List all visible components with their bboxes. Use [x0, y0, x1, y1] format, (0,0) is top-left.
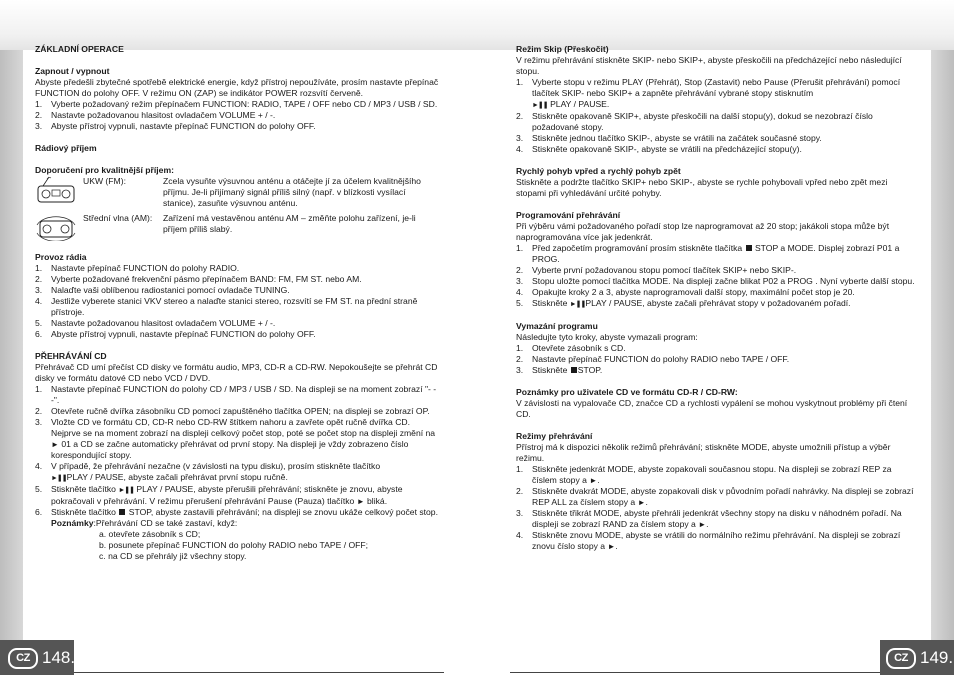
list-item: 6. Abyste přístroj vypnuli, nastavte přepínač FUNCTION do polohy OFF. [35, 329, 316, 339]
list-item: 3. Vložte CD ve formátu CD, CD-R nebo CD-RW štítkem nahoru a zavřete opět ručně dvířka CD. Nejprve se na moment zobrazí na displeji celkový počet stop, poté se počet stop na displeji změní na ► 01 a CD se začne automaticky přehrávat od první stopy. Na displeji je vždy zobrazeno číslo korespondující stopy. [35, 417, 436, 460]
play-icon: ► [698, 520, 707, 529]
paragraph: Následujte tyto kroky, abyste vymazali program: [516, 332, 698, 342]
section-skip [516, 44, 916, 155]
play-pause-icon: ►❚❚ [51, 475, 67, 482]
right-page-number [886, 646, 953, 670]
section-cd-playback [35, 351, 440, 562]
section-title: ZÁKLADNÍ OPERACE [35, 44, 124, 54]
section-power [35, 66, 440, 132]
list-item: 2. Stiskněte opakovaně SKIP+, abyste přeskočili na další stopu(y), dokud se nezobrazí číslo požadované stopy. [516, 111, 873, 132]
paragraph: Abyste předešli zbytečné spotřebě elektrické energie, když přístroj nepoužíváte, prosím nastavte přepínač FUNCTION do polohy OFF. V režimu ON (ZAP) se indikátor POWER rozsvítí červeně. [35, 77, 439, 98]
list-item: 3. Stiskněte třikrát MODE, abyste přehráli jedenkrát všechny stopy na disku v náhodném pořadí. Na displeji se zobrazí RAND za číslem stopy a ►. [516, 508, 902, 529]
radio-antenna-extended-icon [35, 176, 77, 204]
section-programming [516, 210, 916, 310]
paragraph: Přístroj má k dispozici několik režimů přehrávání; stiskněte MODE, abyste umožnili přístup a výběr režimu. [516, 442, 891, 463]
section-recommendation [35, 165, 440, 241]
section-title: Doporučení pro kvalitnější příjem: [35, 165, 174, 175]
list-item: 2. Nastavte přepínač FUNCTION do polohy RADIO nebo TAPE / OFF. [516, 354, 790, 364]
play-icon: ► [356, 497, 365, 506]
left-page-number [8, 646, 75, 670]
page-number: 149. [920, 648, 954, 667]
list-item: 4. Opakujte kroky 2 a 3, abyste naprogramovali další stopy, maximální počet stop je 20. [516, 287, 855, 297]
section-fast-search [516, 166, 916, 199]
list-item: 2. Nastavte požadovanou hlasitost ovladačem VOLUME + / -. [35, 110, 276, 120]
list-item: b. posunete přepínač FUNCTION do polohy RADIO nebo TAPE / OFF; [99, 540, 369, 550]
list-item: 5. Stiskněte tlačítko ►❚❚ PLAY / PAUSE, abyste přerušili přehrávání; stiskněte je znovu, abyste pokračovali v přehrávání. V režimu přerušení přehrávání Pause (Pauza) tlačítko ► bliká. [35, 484, 403, 506]
section-title: Rádiový příjem [35, 143, 97, 153]
section-title: Režim Skip (Přeskočit) [516, 44, 609, 54]
section-delete-program [516, 321, 916, 376]
band-text: Zařízení má vestavěnou anténu AM – změňte polohu zařízení, je-li příjem příliš slabý. [163, 213, 416, 234]
section-basic [35, 44, 440, 55]
am-row [35, 213, 440, 241]
list-item: 4. Stiskněte znovu MODE, abyste se vrátili do normálního režimu přehrávání. Na displeji se zobrazí znovu číslo stopy a ►. [516, 530, 901, 551]
steps-list [35, 384, 440, 529]
paragraph: Přehrávač CD umí přečíst CD disky ve formátu audio, MP3, CD-R a CD-RW. Nepokoušejte se přehrát CD disky ve formátu datové CD nebo VCD / DVD. [35, 362, 438, 383]
list-item: 1. Nastavte přepínač FUNCTION do polohy CD / MP3 / USB / SD. Na displeji se na moment zobrazí "- - -". [35, 384, 437, 405]
paragraph: V režimu přehrávání stiskněte SKIP- nebo SKIP+, abyste přeskočili na předcházející nebo následující stopu. [516, 55, 902, 76]
stop-icon [746, 245, 752, 251]
left-page-edge [0, 50, 23, 675]
list-item: 2. Vyberte požadované frekvenční pásmo přepínačem BAND: FM, FM ST. nebo AM. [35, 274, 362, 284]
play-icon: ► [637, 498, 646, 507]
right-footer-rule [510, 672, 880, 673]
page-header-band [0, 0, 954, 50]
list-item: 2. Stiskněte dvakrát MODE, abyste zopakovali disk v původním pořadí nahrávky. Na displeji se zobrazí REP ALL za číslem stopy a ►. [516, 486, 914, 507]
notes-text: :Přehrávání CD se také zastaví, když: [93, 518, 238, 528]
section-title: Programování přehrávání [516, 210, 621, 220]
section-title: Vymazání programu [516, 321, 598, 331]
radio-rotate-icon [35, 213, 77, 241]
list-item: 6. Stiskněte tlačítko STOP, abyste zastavili přehrávání; na displeji se znovu ukáže celkový počet stop. Poznámky:Přehrávání CD se také zastaví, když: [35, 507, 438, 528]
list-item: 3. Stiskněte STOP. [516, 365, 603, 375]
list-item: 1. Před započetím programování prosím stiskněte tlačítka STOP a MODE. Displej zobrazí P01 a PROG. [516, 243, 900, 264]
play-pause-icon: ►❚❚ [118, 487, 135, 494]
right-page-content [516, 44, 916, 552]
section-radio-operation [35, 252, 440, 340]
list-item: c. na CD se přehrály již všechny stopy. [99, 551, 247, 561]
notes-label: Poznámky [51, 518, 94, 528]
section-title: Poznámky pro uživatele CD ve formátu CD-R / CD-RW: [516, 387, 738, 397]
list-item: 3. Abyste přístroj vypnuli, nastavte přepínač FUNCTION do polohy OFF. [35, 121, 316, 131]
paragraph: Stiskněte a podržte tlačítko SKIP+ nebo SKIP-, abyste se rychle pohybovali vpřed nebo zpět mezi stopami při vyhledávání určité pohyby. [516, 177, 888, 198]
list-item: 1. Nastavte přepínač FUNCTION do polohy RADIO. [35, 263, 240, 273]
notes-list [35, 529, 440, 562]
steps-list [35, 99, 440, 132]
stop-icon [571, 367, 577, 373]
steps-list [516, 343, 916, 376]
list-item: 1. Vyberte požadovaný režim přepínačem FUNCTION: RADIO, TAPE / OFF nebo CD / MP3 / USB / SD. [35, 99, 438, 109]
language-badge: CZ [8, 648, 38, 669]
paragraph: Při výběru vámi požadovaného pořadí stop lze naprogramovat až 20 stop; jakákoli stopa může být naprogramována více jak jedenkrát. [516, 221, 890, 242]
list-item: 5. Nastavte požadovanou hlasitost ovladačem VOLUME + / -. [35, 318, 276, 328]
section-title: Režimy přehrávání [516, 431, 593, 441]
list-item: 5. Stiskněte ►❚❚PLAY / PAUSE, abyste začali přehrávat stopy v požadovaném pořadí. [516, 298, 851, 308]
page-number: 148. [42, 648, 76, 667]
stop-icon [119, 509, 125, 515]
paragraph: V závislosti na vypalovače CD, značce CD a rychlosti vypálení se mohou vyskytnout problémy při čtení CD. [516, 398, 908, 419]
steps-list [35, 263, 440, 340]
list-item: 3. Stiskněte jednou tlačítko SKIP-, abyste se vrátili na začátek současné stopy. [516, 133, 822, 143]
list-item: 4. Jestliže vyberete stanici VKV stereo a nalaďte stanici stereo, rozsvítí se FM ST. na přední straně přístroje. [35, 296, 418, 317]
fm-row [35, 176, 440, 209]
play-icon: ► [607, 542, 616, 551]
left-page-content [35, 44, 440, 562]
section-title: Provoz rádia [35, 252, 87, 262]
play-pause-icon: ►❚❚ [532, 102, 548, 109]
list-item: 2. Otevřete ručně dvířka zásobníku CD pomocí zapuštěného tlačítka OPEN; na displeji se zobrazí OP. [35, 406, 430, 416]
language-badge: CZ [886, 648, 916, 669]
band-text: Zcela vysuňte výsuvnou anténu a otáčejte jí za účelem kvalitnějšího příjmu. Je-li přijímaný signál příliš silný (např. v blízkosti vysílací stanice), zasuňte výsuvnou anténu. [163, 176, 421, 208]
list-item: 2. Vyberte první požadovanou stopu pomocí tlačítek SKIP+ nebo SKIP-. [516, 265, 797, 275]
play-icon: ► [589, 476, 598, 485]
list-item: a. otevřete zásobník s CD; [99, 529, 201, 539]
list-item: 1. Otevřete zásobník s CD. [516, 343, 626, 353]
play-pause-icon: ►❚❚ [569, 301, 586, 308]
left-footer-rule [74, 672, 444, 673]
steps-list [516, 464, 916, 552]
list-item: 4. V případě, že přehrávání nezačne (v závislosti na typu disku), prosím stiskněte tlačítko ►❚❚PLAY / PAUSE, abyste začali přehrávat první stopu ručně. [35, 461, 381, 482]
band-label: UKW (FM): [83, 176, 126, 186]
list-item: 4. Stiskněte opakovaně SKIP-, abyste se vrátili na předcházející stopu(y). [516, 144, 802, 154]
steps-list [516, 77, 916, 155]
section-title: Rychlý pohyb vpřed a rychlý pohyb zpět [516, 166, 681, 176]
section-title: Zapnout / vypnout [35, 66, 110, 76]
band-label: Střední vlna (AM): [83, 213, 153, 223]
list-item: 1. Vyberte stopu v režimu PLAY (Přehrát), Stop (Zastavit) nebo Pause (Přerušit přehrávání) pomocí tlačítek SKIP- nebo SKIP+ a zapněte přehrávání vybrané stopy stisknutím ►❚❚ PLAY / PAUSE. [516, 77, 901, 109]
section-title: PŘEHRÁVÁNÍ CD [35, 351, 107, 361]
list-item: 1. Stiskněte jedenkrát MODE, abyste zopakovali současnou stopu. Na displeji se zobrazí REP za číslem stopy a ►. [516, 464, 892, 485]
section-cdr-notes [516, 387, 916, 420]
right-page-edge [931, 50, 954, 675]
list-item: 3. Stopu uložte pomocí tlačítka MODE. Na displeji začne blikat P02 a PROG . Nyní vyberte další stopu. [516, 276, 915, 286]
list-item: 3. Nalaďte vaši oblíbenou radiostanici pomocí ovladače TUNING. [35, 285, 290, 295]
steps-list [516, 243, 916, 310]
section-radio-reception [35, 143, 440, 154]
section-play-modes [516, 431, 916, 552]
play-icon: ► [51, 440, 59, 449]
